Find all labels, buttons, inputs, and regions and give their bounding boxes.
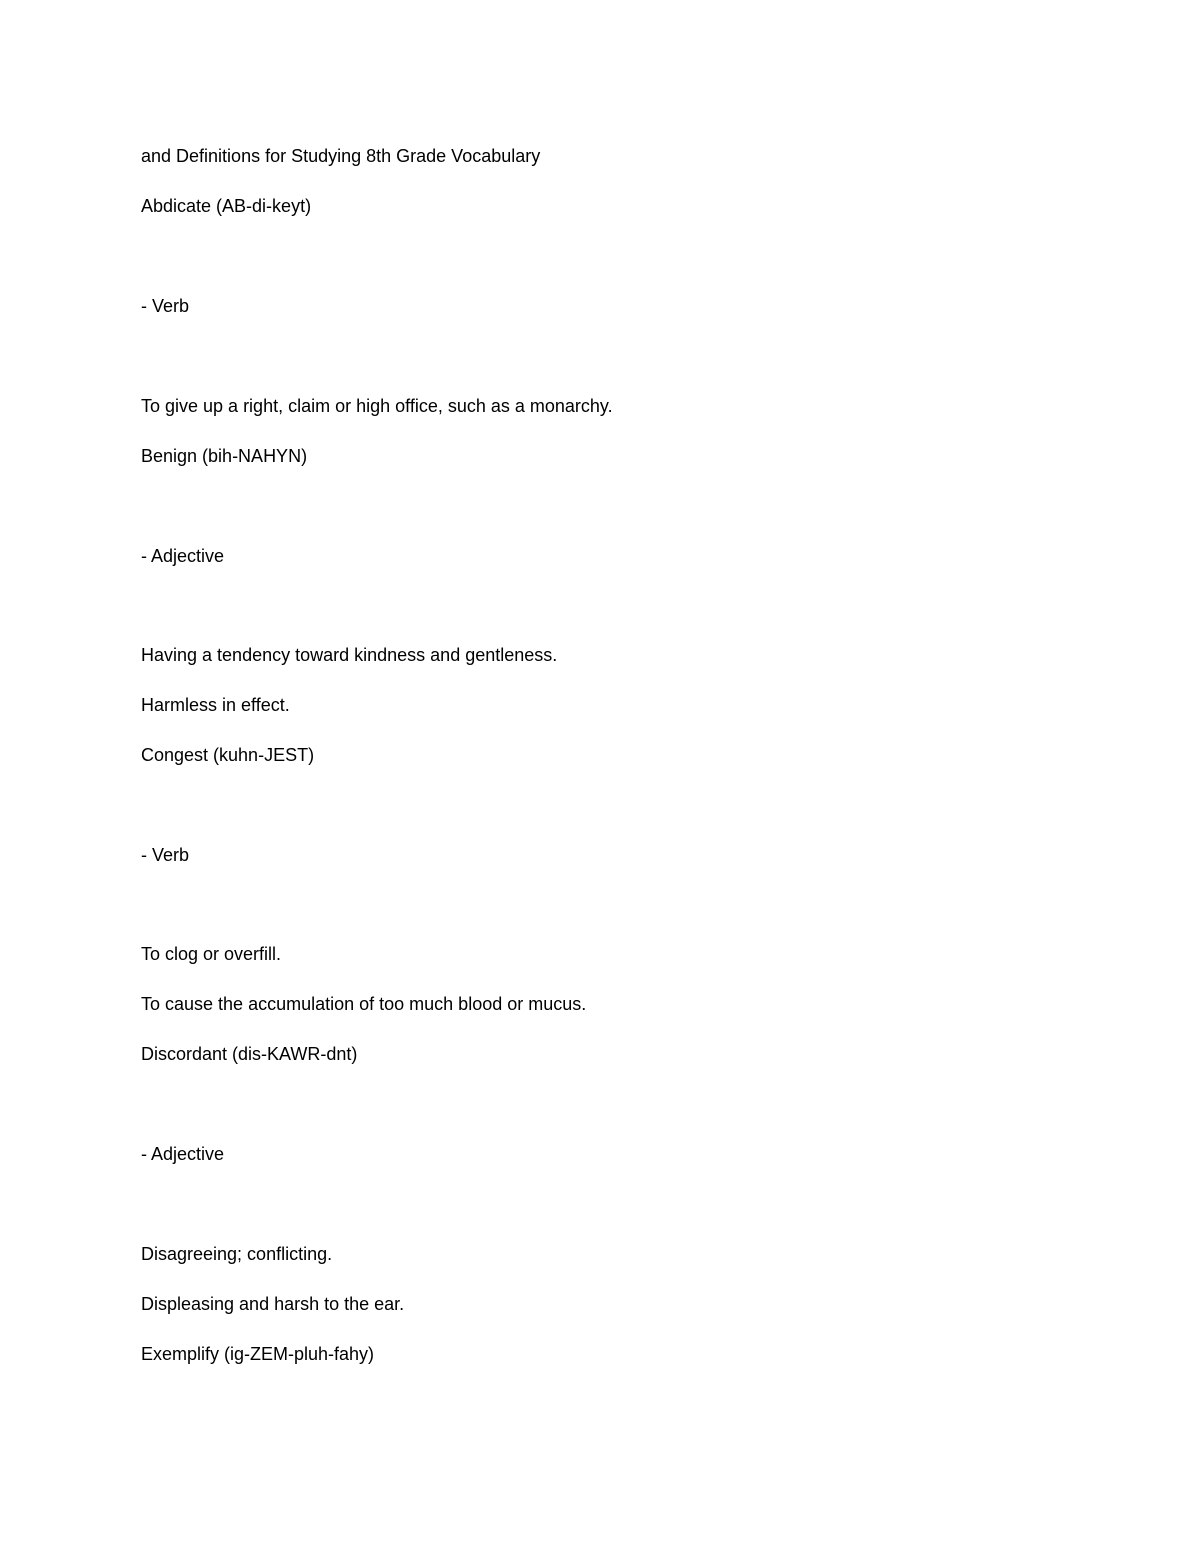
definition-discordant-2: Displeasing and harsh to the ear. bbox=[141, 1294, 405, 1314]
definition-abdicate: To give up a right, claim or high office, such as a monarchy. bbox=[141, 396, 613, 416]
document-title: and Definitions for Studying 8th Grade Vocabulary bbox=[141, 146, 541, 166]
definition-congest-2: To cause the accumulation of too much blood or mucus. bbox=[141, 994, 587, 1014]
term-benign: Benign (bih-NAHYN) bbox=[141, 446, 308, 466]
part-of-speech-verb: - Verb bbox=[141, 845, 190, 865]
definition-benign-2: Harmless in effect. bbox=[141, 695, 290, 715]
term-exemplify: Exemplify (ig-ZEM-pluh-fahy) bbox=[141, 1344, 375, 1364]
definition-congest-1: To clog or overfill. bbox=[141, 944, 282, 964]
term-congest: Congest (kuhn-JEST) bbox=[141, 745, 315, 765]
part-of-speech-verb: - Verb bbox=[141, 296, 190, 316]
term-abdicate: Abdicate (AB-di-keyt) bbox=[141, 196, 312, 216]
definition-benign-1: Having a tendency toward kindness and gentleness. bbox=[141, 645, 558, 665]
part-of-speech-adjective: - Adjective bbox=[141, 546, 225, 566]
part-of-speech-adjective: - Adjective bbox=[141, 1144, 225, 1164]
term-discordant: Discordant (dis-KAWR-dnt) bbox=[141, 1044, 358, 1064]
definition-discordant-1: Disagreeing; conflicting. bbox=[141, 1244, 333, 1264]
